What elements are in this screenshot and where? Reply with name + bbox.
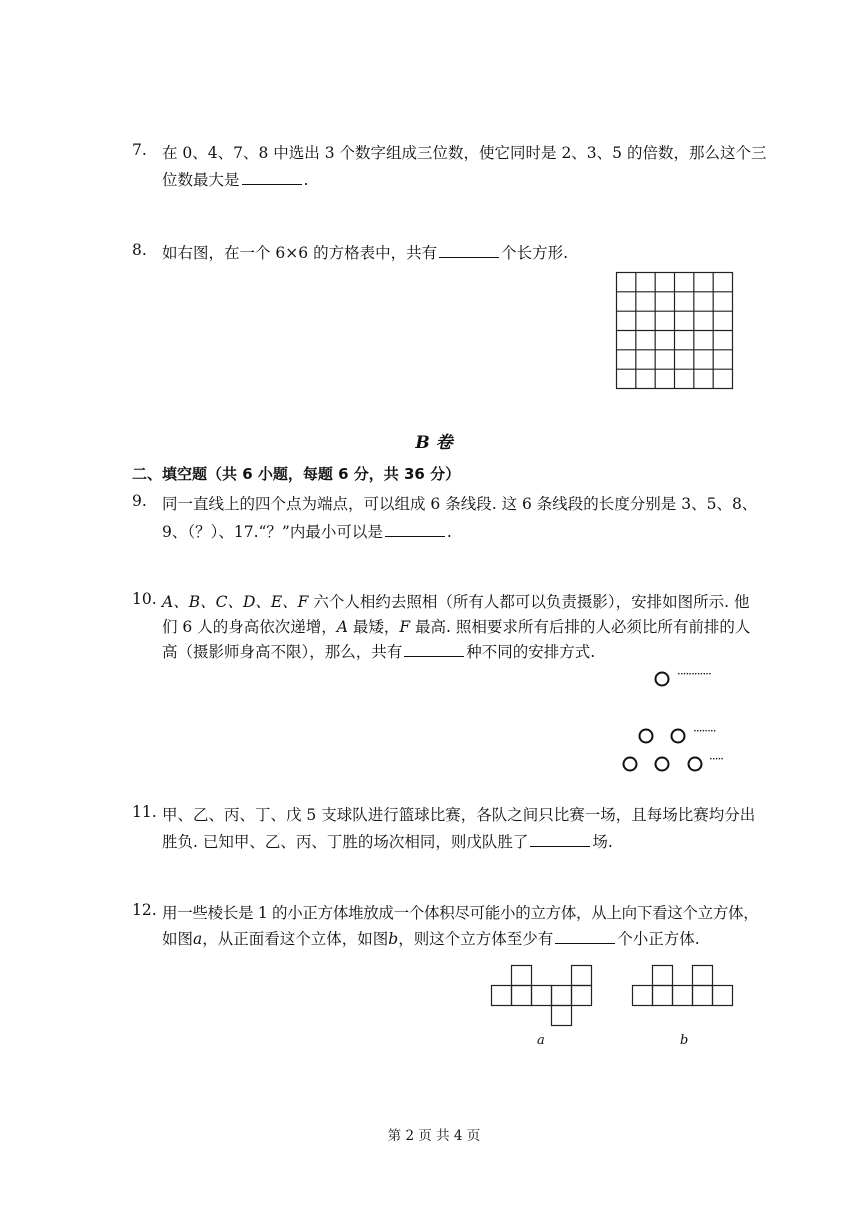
q9-line2	[162, 520, 452, 542]
dots-row1: ············	[677, 667, 711, 681]
q12-var-a: a	[193, 930, 203, 948]
back-row-circle	[672, 730, 685, 743]
q10-number: 10.	[132, 590, 157, 608]
q11-line2-end: 场.	[592, 833, 613, 851]
q9-number: 9.	[132, 492, 147, 510]
dots-row2: ········	[693, 724, 716, 738]
figure-a-label: a	[537, 1033, 545, 1048]
front-row-circle	[689, 758, 702, 771]
q11-line2	[162, 830, 613, 852]
front-view-figure-b	[632, 965, 736, 1007]
q7-number: 7.	[132, 141, 147, 159]
q8-text: 如右图，在一个 6×6 的方格表中，共有	[162, 244, 438, 262]
figure-b-label: b	[680, 1033, 689, 1048]
q8-number: 8.	[132, 241, 147, 259]
q12-var-b: b	[388, 930, 399, 948]
q7-line2	[162, 168, 308, 190]
section-title	[0, 428, 868, 453]
q12-line1: 用一些棱长是 1 的小正方体堆放成一个体积尽可能小的立方体，从上向下看这个立方体，	[162, 904, 759, 922]
q10-line3-end: 种不同的安排方式.	[466, 643, 596, 661]
q8-answer-blank	[439, 243, 499, 258]
q10-var-F: F	[399, 618, 411, 636]
q9-answer-blank	[385, 522, 445, 537]
q12-number: 12.	[132, 901, 157, 919]
q12-line2-d: 个小正方体.	[617, 930, 700, 948]
part-heading: 二、填空题（共 6 小题，每题 6 分，共 36 分）	[132, 465, 461, 483]
page-footer: 第 2 页 共 4 页	[387, 1128, 481, 1144]
q11-line1: 甲、乙、丙、丁、戊 5 支球队进行篮球比赛，各队之间只比赛一场，且每场比赛均分出	[162, 806, 756, 824]
grid-6x6-figure	[616, 272, 734, 390]
q11-line2-text: 胜负. 已知甲、乙、丙、丁胜的场次相同，则戊队胜了	[162, 833, 529, 851]
q10-line3	[162, 640, 595, 662]
q9-line2-end: .	[446, 523, 452, 541]
photographer-circle	[656, 673, 669, 686]
q11-answer-blank	[530, 832, 590, 847]
back-row-circle	[640, 730, 653, 743]
q10-line2-b: 最矮，	[347, 618, 400, 636]
section-title-text: B 卷	[415, 433, 453, 453]
q10-names: A、B、C、D、E、F	[162, 593, 309, 611]
q8-line	[162, 241, 568, 263]
q10-line2	[162, 615, 750, 637]
q12-line2	[162, 927, 700, 949]
q12-answer-blank	[555, 929, 615, 944]
q9-line2-text: 9、（？）、17.“？”内最小可以是	[162, 523, 383, 541]
q8-text-end: 个长方形.	[501, 244, 569, 262]
q9-line1: 同一直线上的四个点为端点，可以组成 6 条线段. 这 6 条线段的长度分别是 3、5、8、	[162, 495, 758, 513]
q7-line2-text: 位数最大是	[162, 171, 240, 189]
q10-line1-text: 六个人相约去照相（所有人都可以负责摄影），安排如图所示. 他	[308, 593, 750, 611]
q12-line2-b: ，从正面看这个立体，如图	[202, 930, 389, 948]
q12-line2-c: ，则这个立方体至少有	[398, 930, 554, 948]
q10-var-A: A	[336, 618, 348, 636]
top-view-figure-a	[491, 965, 595, 1027]
q10-answer-blank	[404, 642, 464, 657]
q10-line2-c: 最高. 照相要求所有后排的人必须比所有前排的人	[410, 618, 751, 636]
q7-line2-end: .	[303, 171, 309, 189]
front-row-circle	[624, 758, 637, 771]
q7-answer-blank	[242, 170, 302, 185]
dots-row3: ·····	[709, 752, 724, 766]
front-row-circle	[656, 758, 669, 771]
q12-line2-a: 如图	[162, 930, 194, 948]
q11-number: 11.	[132, 803, 157, 821]
q10-line3-text: 高（摄影师身高不限），那么，共有	[162, 643, 403, 661]
q10-line1	[162, 590, 750, 612]
q7-line1: 在 0、4、7、8 中选出 3 个数字组成三位数，使它同时是 2、3、5 的倍数，那么这个三	[162, 144, 767, 162]
q10-line2-a: 们 6 人的身高依次递增，	[162, 618, 337, 636]
